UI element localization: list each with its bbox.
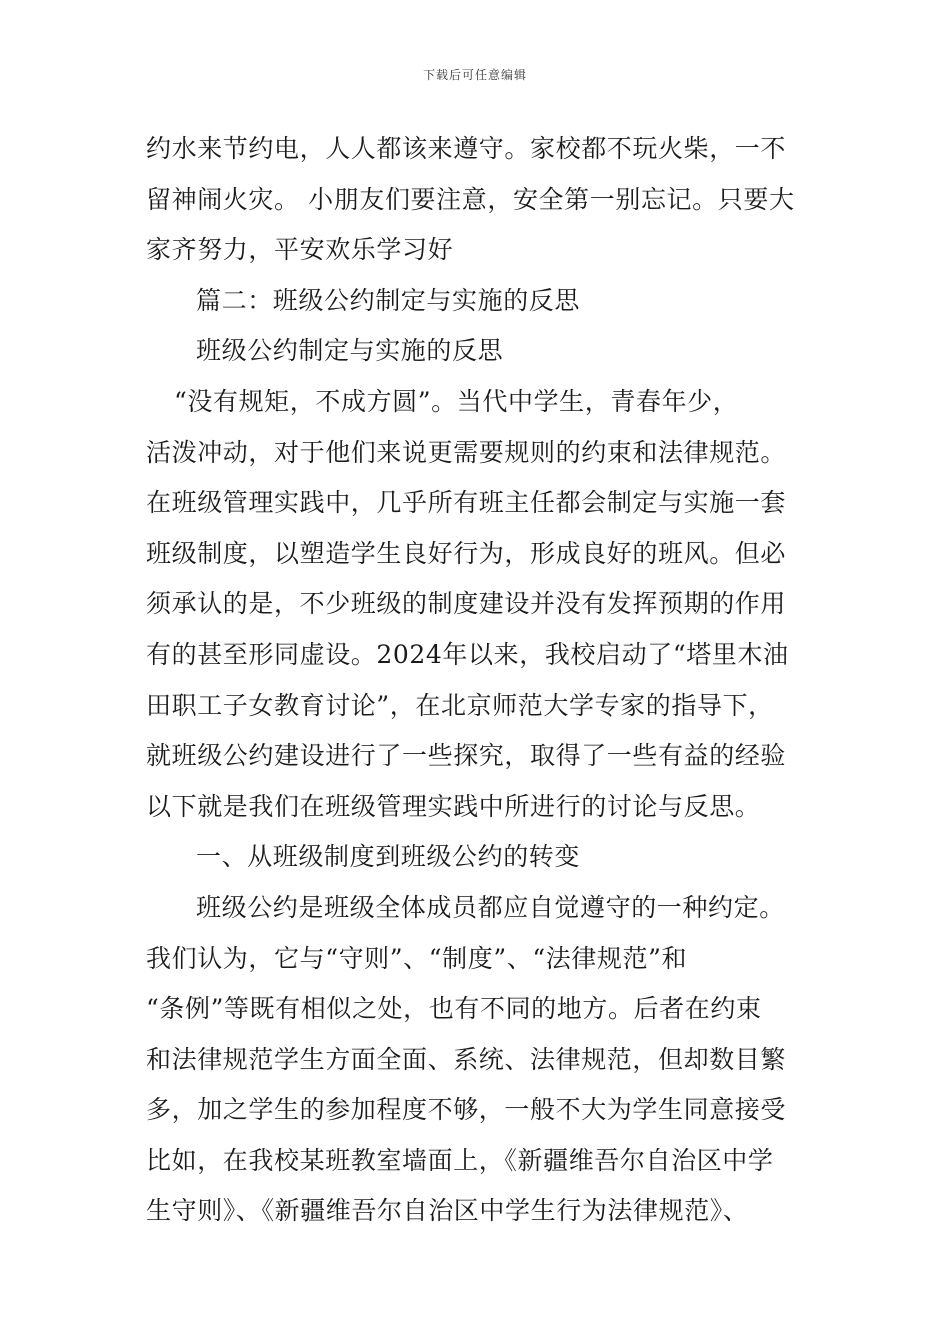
text-line: 须承认的是，不少班级的制度建设并没有发挥预期的作用 xyxy=(146,589,787,619)
text-line: 以下就是我们在班级管理实践中所进行的讨论与反思。 xyxy=(146,791,761,821)
text-line: 有的甚至形同虚设。2024年以来，我校启动了“塔里木油 xyxy=(146,639,789,669)
section-heading: 一、从班级制度到班级公约的转变 xyxy=(196,842,581,872)
text-line: 留神闹火灾。 小朋友们要注意，安全第一别忘记。只要大 xyxy=(146,184,795,214)
text-line: 田职工子女教育讨论”，在北京师范大学专家的指导下， xyxy=(146,690,774,720)
text-line: 在班级管理实践中，几乎所有班主任都会制定与实施一套 xyxy=(146,488,787,518)
text-line: 多，加之学生的参加程度不够，一般不大为学生同意接受 xyxy=(146,1095,787,1125)
text-line: 生守则》、《新疆维吾尔自治区中学生行为法律规范》、 xyxy=(146,1196,749,1226)
text-line: 家齐努力，平安欢乐学习好 xyxy=(146,235,454,265)
text-line: 活泼冲动，对于他们来说更需要规则的约束和法律规范。 xyxy=(146,437,787,467)
paragraph-start: 班级公约是班级全体成员都应自觉遵守的一种约定。 xyxy=(196,892,785,922)
text-line: 我们认为，它与“守则”、“制度”、“法律规范”和 xyxy=(146,943,688,973)
text-line: 比如，在我校某班教室墙面上，《新疆维吾尔自治区中学 xyxy=(146,1145,774,1175)
header-note: 下载后可任意编辑 xyxy=(422,68,527,82)
text-line: 就班级公约建设进行了一些探究，取得了一些有益的经验 xyxy=(146,741,787,771)
text-line: “条例”等既有相似之处，也有不同的地方。后者在约束 xyxy=(146,994,762,1024)
section-heading: 篇二：班级公约制定与实施的反思 xyxy=(196,285,581,315)
text-line: 和法律规范学生方面全面、系统、法律规范，但却数目繁 xyxy=(146,1044,787,1074)
document-body xyxy=(146,124,808,1237)
text-line: 约水来节约电，人人都该来遵守。家校都不玩火柴，一不 xyxy=(146,134,787,163)
article-title: 班级公约制定与实施的反思 xyxy=(196,336,504,366)
text-line: 班级制度，以塑造学生良好行为，形成良好的班风。但必 xyxy=(146,538,787,568)
paragraph-start: “没有规矩，不成方圆”。当代中学生，青春年少， xyxy=(174,386,739,416)
